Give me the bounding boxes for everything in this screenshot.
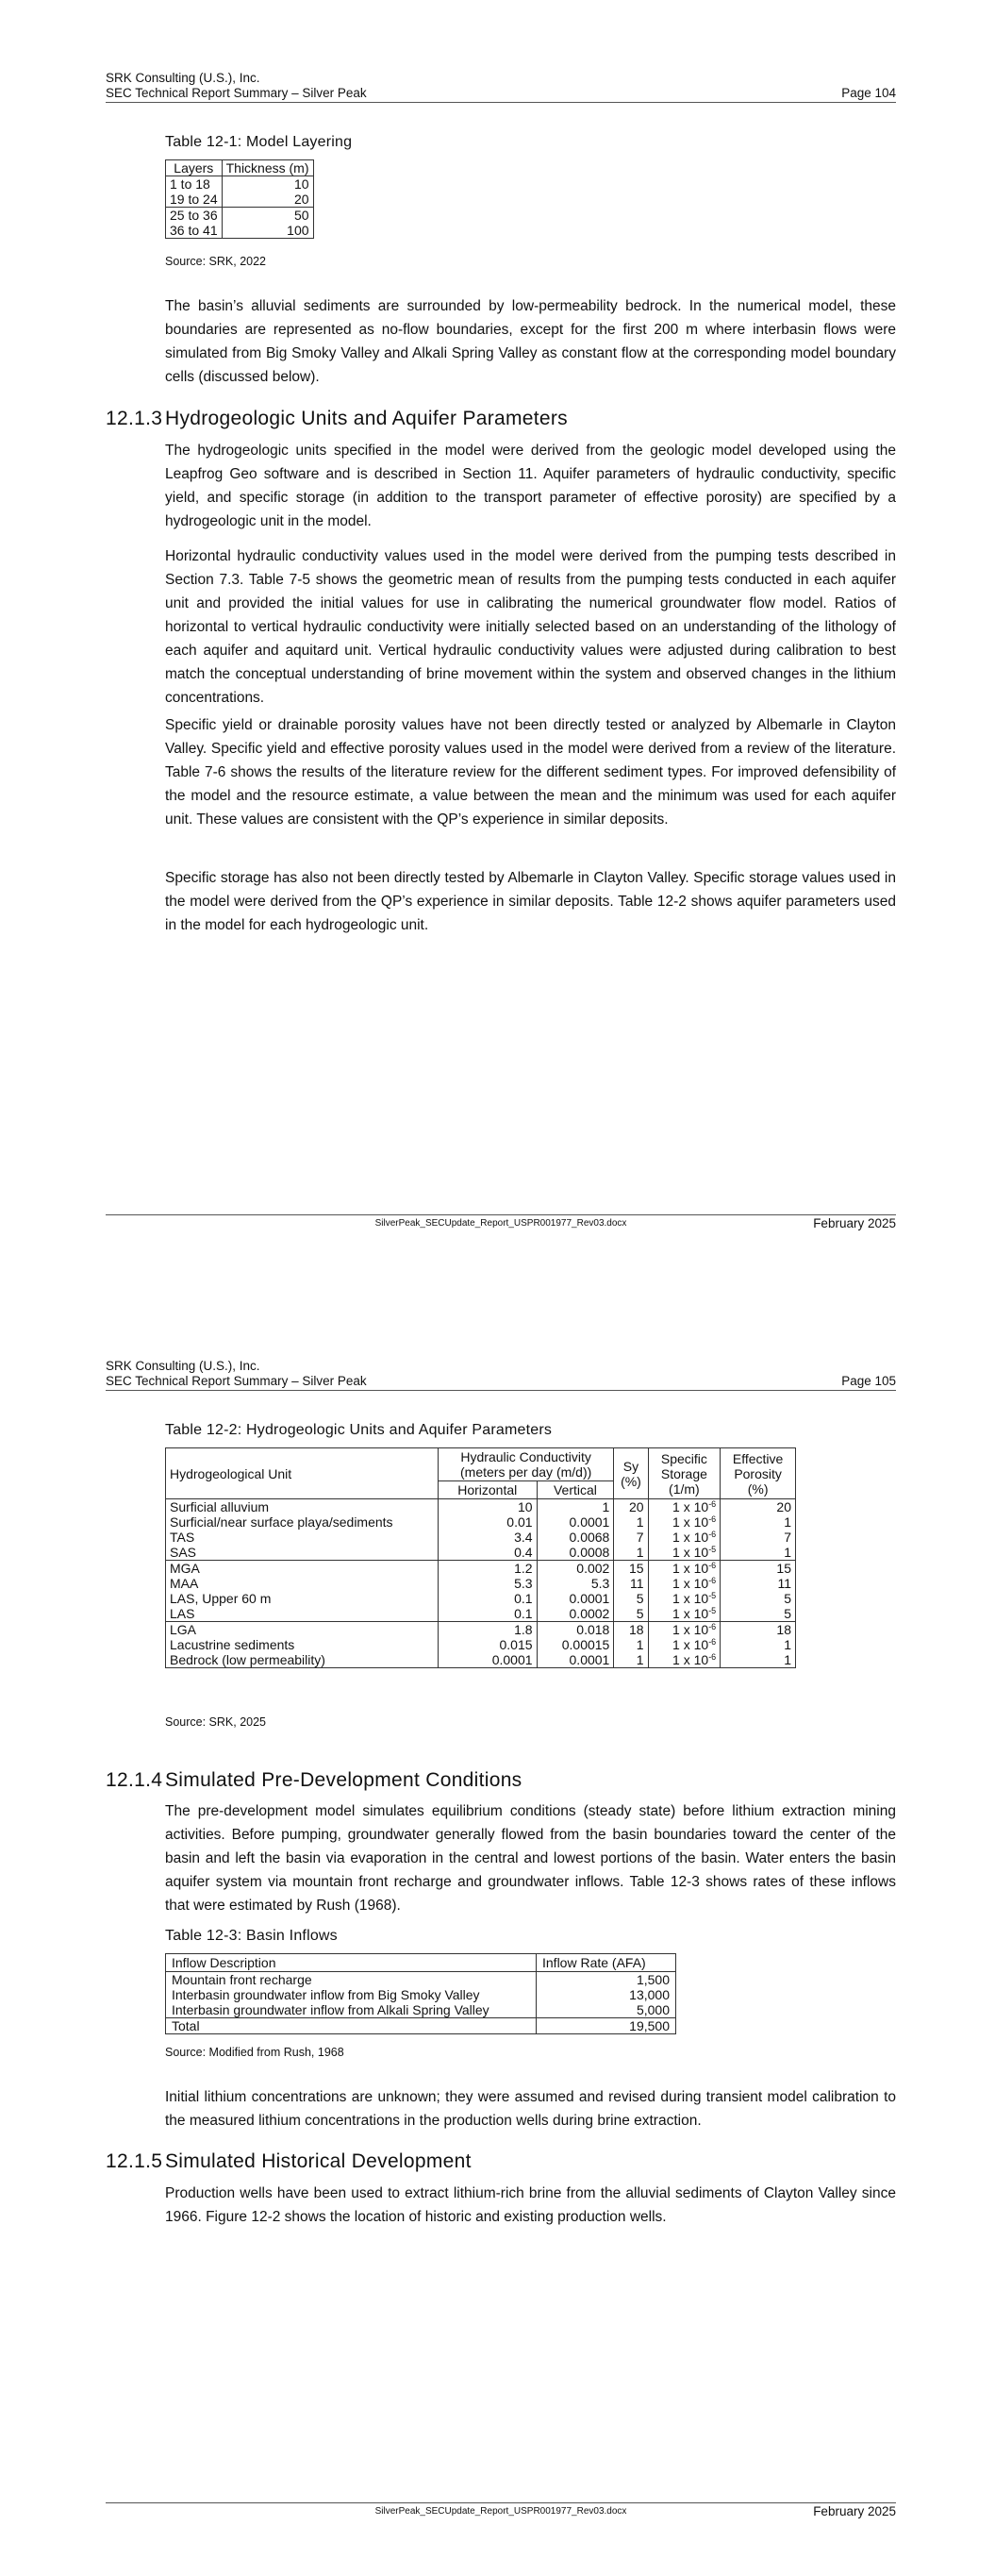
table-cell: 0.0068: [537, 1530, 614, 1545]
section-number: 12.1.5: [106, 2150, 163, 2172]
table-cell: [648, 1576, 721, 1591]
column-header: Vertical: [537, 1481, 614, 1499]
section-number: 12.1.3: [106, 408, 163, 429]
storage-exponent: -6: [708, 1514, 717, 1524]
column-header: Inflow Rate (AFA): [537, 1954, 676, 1972]
table-cell: 3.4: [438, 1530, 537, 1545]
table-cell: 10: [222, 176, 313, 192]
table-cell: Surficial/near surface playa/sediments: [166, 1514, 439, 1530]
table-cell: 7: [614, 1530, 648, 1545]
table-row: [166, 1499, 796, 1515]
column-header: Horizontal: [438, 1481, 537, 1499]
table-row: [166, 1637, 796, 1652]
column-header: Specific Storage (1/m): [648, 1448, 721, 1499]
table-row: [166, 1561, 796, 1577]
paragraph: The hydrogeologic units specified in the model were derived from the geologic model developed using the Leapfrog Geo software and is described in Section 11. Aquifer parameters of hydraulic conductivity, specific yield, and specific storage (in addition to the transport parameter of effective porosity) are specified by a hydrogeologic unit in the model.: [165, 443, 896, 529]
storage-base: 1 x 10: [672, 1637, 709, 1652]
table-row: [166, 1652, 796, 1668]
column-header: Effective Porosity (%): [721, 1448, 796, 1499]
column-header: Hydrogeological Unit: [166, 1448, 439, 1499]
table-cell: 1: [721, 1652, 796, 1668]
paragraph: Specific storage has also not been directly tested by Albemarle in Clayton Valley. Specific storage values used in the model were derived from the QP’s experience in similar deposits. Table 12-2 shows aquifer parameters used in the model for each hydrogeologic unit.: [165, 870, 896, 933]
table-row: [166, 176, 314, 192]
table-cell: 13,000: [537, 1987, 676, 2002]
storage-exponent: -6: [708, 1637, 717, 1647]
table-cell: LAS, Upper 60 m: [166, 1591, 439, 1606]
table-cell: Surficial alluvium: [166, 1499, 439, 1515]
table-cell: LGA: [166, 1622, 439, 1638]
table-cell: 0.1: [438, 1606, 537, 1622]
table-12-1: [165, 159, 314, 239]
paragraph-boundary: The basin’s alluvial sediments are surrounded by low-permeability bedrock. In the numerical model, these boundaries are represented as no-flow boundaries, except for the first 200 m where interbasin flows were simulated from Big Smoky Valley and Alkali Spring Valley as constant flow at the corresponding model boundary cells (discussed below).: [165, 298, 896, 385]
table-cell: 0.002: [537, 1561, 614, 1577]
storage-exponent: -6: [708, 1622, 717, 1631]
table-cell: [648, 1622, 721, 1638]
table-12-3: [165, 1953, 676, 2034]
table-cell: 0.0002: [537, 1606, 614, 1622]
table-row: [166, 1987, 676, 2002]
table-cell: 5: [721, 1591, 796, 1606]
table-cell: TAS: [166, 1530, 439, 1545]
table-cell: 0.018: [537, 1622, 614, 1638]
table-cell: 11: [721, 1576, 796, 1591]
table-cell: 19 to 24: [166, 192, 223, 208]
table-cell: 1: [614, 1545, 648, 1561]
table-cell: [648, 1652, 721, 1668]
table-cell: 5,000: [537, 2002, 676, 2018]
paragraph: Horizontal hydraulic conductivity values used in the model were derived from the pumping tests described in Section 7.3. Table 7-5 shows the geometric mean of results from the pumping tests conducted in each aquifer unit and provided the initial values for use in calibrating the numerical groundwater flow model. Ratios of horizontal to vertical hydraulic conductivity were initially selected based on an understanding of the lithology of each aquifer and aquitard unit. Vertical hydraulic conductivity values were adjusted during calibration to best match the conceptual understanding of brine movement within the system and observed changes in the lithium concentrations.: [165, 548, 896, 706]
storage-exponent: -6: [708, 1576, 717, 1585]
storage-exponent: -6: [708, 1530, 717, 1539]
table-cell: [648, 1545, 721, 1561]
table-cell: 1: [614, 1637, 648, 1652]
table-cell: 10: [438, 1499, 537, 1515]
storage-base: 1 x 10: [672, 1545, 709, 1560]
table-cell: [648, 1591, 721, 1606]
table-cell: 0.00015: [537, 1637, 614, 1652]
table-cell: 1.2: [438, 1561, 537, 1577]
table-12-2-body: [166, 1499, 796, 1668]
footer-filename: SilverPeak_SECUpdate_Report_USPR001977_Rev03.docx: [374, 2506, 627, 2517]
table-12-3-caption: Table 12-3: Basin Inflows: [165, 1928, 338, 1944]
table-cell: 0.1: [438, 1591, 537, 1606]
table-cell: 1,500: [537, 1972, 676, 1988]
table-cell: [648, 1499, 721, 1515]
page-footer: [106, 1214, 896, 1229]
table-cell: 18: [721, 1622, 796, 1638]
table-cell: SAS: [166, 1545, 439, 1561]
table-cell: 1: [721, 1514, 796, 1530]
storage-base: 1 x 10: [672, 1652, 709, 1667]
table-12-3-source: Source: Modified from Rush, 1968: [165, 2046, 344, 2059]
footer-filename: SilverPeak_SECUpdate_Report_USPR001977_Rev03.docx: [374, 1218, 627, 1229]
table-cell: 1: [537, 1499, 614, 1515]
table-cell: 20: [222, 192, 313, 208]
storage-exponent: -5: [708, 1606, 717, 1615]
table-cell: MAA: [166, 1576, 439, 1591]
table-cell: 1: [614, 1652, 648, 1668]
section-title: Simulated Pre-Development Conditions: [165, 1769, 522, 1791]
header-report-title: SEC Technical Report Summary – Silver Peak: [106, 1374, 367, 1388]
table-cell: Total: [166, 2018, 537, 2034]
storage-base: 1 x 10: [672, 1561, 709, 1576]
table-cell: 0.015: [438, 1637, 537, 1652]
table-cell: 1: [721, 1545, 796, 1561]
storage-exponent: -6: [708, 1561, 717, 1570]
table-row: [166, 1514, 796, 1530]
table-cell: [648, 1514, 721, 1530]
storage-exponent: -5: [708, 1591, 717, 1600]
table-cell: [648, 1561, 721, 1577]
table-cell: 1 to 18: [166, 176, 223, 192]
table-cell: 5.3: [438, 1576, 537, 1591]
table-cell: 0.01: [438, 1514, 537, 1530]
table-row: [166, 1530, 796, 1545]
table-cell: [648, 1606, 721, 1622]
paragraph-initial-lithium: Initial lithium concentrations are unknown; they were assumed and revised during transient model calibration to the measured lithium concentrations in the production wells during brine extraction.: [165, 2089, 896, 2129]
table-12-1-caption: Table 12-1: Model Layering: [165, 134, 353, 150]
header-company: SRK Consulting (U.S.), Inc.: [106, 71, 260, 85]
header-page-number: Page 105: [841, 1374, 896, 1388]
column-header: Thickness (m): [222, 160, 313, 176]
storage-base: 1 x 10: [672, 1530, 709, 1545]
table-cell: 1: [614, 1514, 648, 1530]
table-cell: 36 to 41: [166, 223, 223, 239]
table-cell: Mountain front recharge: [166, 1972, 537, 1988]
table-total-row: [166, 2018, 676, 2034]
table-cell: 5: [721, 1606, 796, 1622]
table-row: [166, 208, 314, 224]
table-cell: LAS: [166, 1606, 439, 1622]
table-row: [166, 1591, 796, 1606]
storage-base: 1 x 10: [672, 1622, 709, 1637]
table-cell: 5: [614, 1591, 648, 1606]
storage-base: 1 x 10: [672, 1576, 709, 1591]
table-cell: 5: [614, 1606, 648, 1622]
footer-date: February 2025: [813, 2504, 896, 2518]
storage-exponent: -6: [708, 1499, 717, 1509]
table-cell: Interbasin groundwater inflow from Alkali Spring Valley: [166, 2002, 537, 2018]
table-cell: Lacustrine sediments: [166, 1637, 439, 1652]
header-page-number: Page 104: [841, 86, 896, 100]
footer-date: February 2025: [813, 1216, 896, 1230]
table-cell: [648, 1637, 721, 1652]
section-title: Hydrogeologic Units and Aquifer Parameters: [165, 408, 568, 429]
storage-exponent: -5: [708, 1545, 717, 1554]
table-12-2: [165, 1447, 796, 1668]
table-cell: 7: [721, 1530, 796, 1545]
paragraph: The pre-development model simulates equilibrium conditions (steady state) before lithium extraction mining activities. Before pumping, groundwater generally flowed from the basin boundaries toward the center of the basin and left the basin via evaporation in the central and lowest portions of the basin. Water enters the basin aquifer system via mountain front recharge and groundwater inflows. Table 12-3 shows rates of these inflows that were estimated by Rush (1968).: [165, 1803, 896, 1914]
page-105: [0, 1288, 995, 2576]
table-cell: 0.0001: [438, 1652, 537, 1668]
column-header: Inflow Description: [166, 1954, 537, 1972]
table-cell: 5.3: [537, 1576, 614, 1591]
table-cell: 19,500: [537, 2018, 676, 2034]
table-12-2-source: Source: SRK, 2025: [165, 1715, 267, 1729]
section-heading-12-1-5: [106, 2150, 472, 2173]
table-cell: 15: [721, 1561, 796, 1577]
storage-base: 1 x 10: [672, 1591, 709, 1606]
page-header: [106, 71, 896, 103]
storage-exponent: -6: [708, 1652, 717, 1662]
table-cell: 0.0001: [537, 1514, 614, 1530]
table-row: [166, 2002, 676, 2018]
column-header: Sy (%): [614, 1448, 648, 1499]
table-row: [166, 1972, 676, 1988]
table-12-2-caption: Table 12-2: Hydrogeologic Units and Aquifer Parameters: [165, 1422, 553, 1438]
table-row: [166, 1606, 796, 1622]
table-cell: Interbasin groundwater inflow from Big Smoky Valley: [166, 1987, 537, 2002]
table-cell: 0.4: [438, 1545, 537, 1561]
table-cell: [648, 1530, 721, 1545]
storage-base: 1 x 10: [672, 1499, 709, 1514]
table-cell: 11: [614, 1576, 648, 1591]
header-company: SRK Consulting (U.S.), Inc.: [106, 1359, 260, 1373]
table-row: [166, 1622, 796, 1638]
table-cell: 20: [721, 1499, 796, 1515]
table-12-1-source: Source: SRK, 2022: [165, 255, 267, 268]
header-report-title: SEC Technical Report Summary – Silver Peak: [106, 86, 367, 100]
section-heading-12-1-4: [106, 1769, 522, 1792]
table-cell: MGA: [166, 1561, 439, 1577]
table-cell: 50: [222, 208, 313, 224]
table-cell: Bedrock (low permeability): [166, 1652, 439, 1668]
section-title: Simulated Historical Development: [165, 2150, 472, 2172]
table-cell: 100: [222, 223, 313, 239]
table-row: [166, 192, 314, 208]
page-footer: [106, 2502, 896, 2517]
table-row: [166, 1545, 796, 1561]
section-number: 12.1.4: [106, 1769, 163, 1791]
storage-base: 1 x 10: [672, 1606, 709, 1621]
table-row: [166, 1576, 796, 1591]
table-cell: 0.0001: [537, 1591, 614, 1606]
section-heading-12-1-3: [106, 408, 568, 430]
page-header: [106, 1359, 896, 1391]
table-cell: 1.8: [438, 1622, 537, 1638]
table-cell: 1: [721, 1637, 796, 1652]
table-cell: 15: [614, 1561, 648, 1577]
table-cell: 20: [614, 1499, 648, 1515]
storage-base: 1 x 10: [672, 1514, 709, 1530]
table-cell: 25 to 36: [166, 208, 223, 224]
table-cell: 18: [614, 1622, 648, 1638]
paragraph: Specific yield or drainable porosity values have not been directly tested or analyzed by Albemarle in Clayton Valley. Specific yield and effective porosity values used in the model were derived from a review of the literature. Table 7-6 shows the results of the literature review for the different sediment types. For improved defensibility of the model and the resource estimate, a value between the mean and the minimum was used for each aquifer unit. These values are consistent with the QP’s experience in similar deposits.: [165, 717, 896, 828]
paragraph: Production wells have been used to extract lithium-rich brine from the alluvial sediments of Clayton Valley since 1966. Figure 12-2 shows the location of historic and existing production wells.: [165, 2185, 896, 2225]
table-row: [166, 223, 314, 239]
column-header: Hydraulic Conductivity (meters per day (m/d)): [438, 1448, 613, 1481]
column-header: Layers: [166, 160, 223, 176]
table-cell: 0.0008: [537, 1545, 614, 1561]
table-cell: 0.0001: [537, 1652, 614, 1668]
